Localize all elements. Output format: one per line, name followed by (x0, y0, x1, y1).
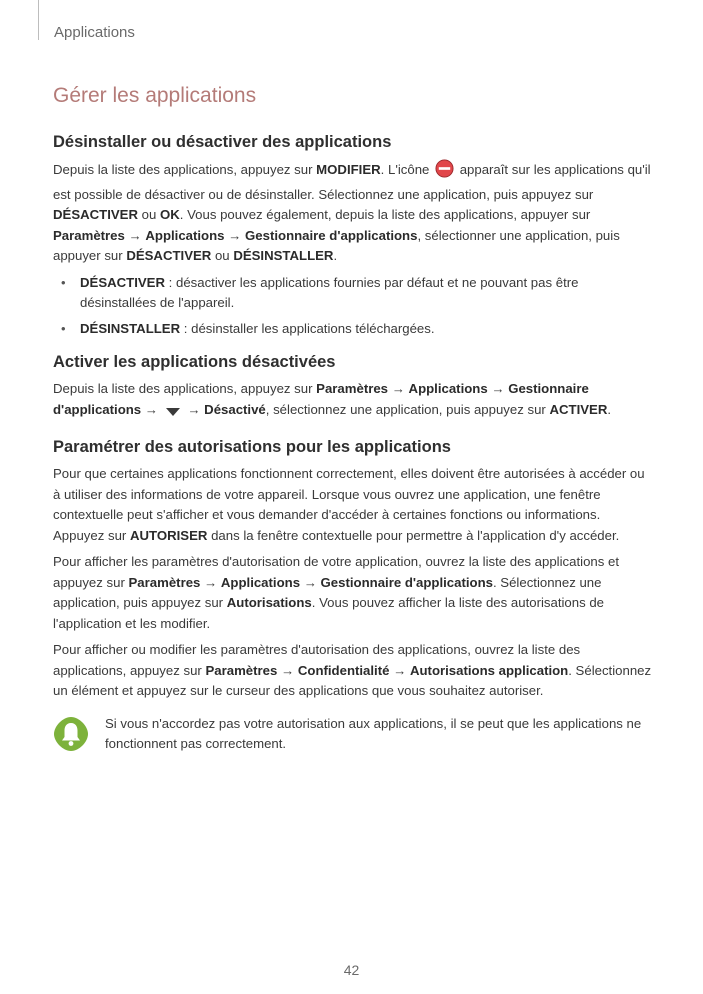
section-paragraph: Depuis la liste des applications, appuyez sur MODIFIER. L'icône apparaît sur les applications qu'il est possible de désactiver ou de désinstaller. Sélectionnez une application, puis appuyez sur DÉSACTIVER ou OK. Vous pouvez également, depuis la liste des applications, appuyer sur Paramètres → Applications → Gestionnaire d'applications, sélectionner une application, puis appuyer sur DÉSACTIVER ou DÉSINSTALLER. (53, 159, 653, 267)
section-paragraph: Depuis la liste des applications, appuyez sur Paramètres → Applications → Gestionnaire d'applications → → Désactivé, sélectionnez une application, puis appuyez sur ACTIVER. (53, 379, 653, 424)
dropdown-triangle-icon (164, 404, 182, 425)
notice-bell-icon (53, 716, 89, 752)
bullet-item: • DÉSACTIVER : désactiver les applications fournies par défaut et ne pouvant pas être désinstallées de l'appareil. (61, 274, 579, 310)
notice-box (53, 714, 653, 755)
section-app-permissions (53, 436, 653, 755)
notice-text: Si vous n'accordez pas votre autorisation aux applications, il se peut que les applications ne fonctionnent pas correctement. (105, 715, 642, 751)
section-heading: Activer les applications désactivées (53, 353, 336, 371)
section-paragraph: Pour que certaines applications fonctionnent correctement, elles doivent être autorisées à accéder ou à utiliser des informations de votre appareil. Lorsque vous ouvrez une application, une fenêtre contextuelle peut s'afficher et vous demander d'accéder à certaines fonctions ou informations. Appuyez sur AUTORISER dans la fenêtre contextuelle pour permettre à l'application d'y accéder. (53, 466, 645, 543)
section-paragraph: Pour afficher les paramètres d'autorisation de votre application, ouvrez la liste des applications et appuyez sur Paramètres → Applications → Gestionnaire d'applications. Sélectionnez une application, puis appuyez sur Autorisations. Vous pouvez afficher la liste des autorisations de l'application et les modifier. (53, 554, 619, 631)
section-enable-disabled (53, 351, 653, 424)
bullet-list (53, 273, 653, 340)
section-heading: Paramétrer des autorisations pour les applications (53, 438, 451, 456)
header-section-label: Applications (54, 24, 135, 41)
page-number: 42 (343, 962, 360, 978)
page-title: Gérer les applications (53, 84, 257, 107)
section-heading: Désinstaller ou désactiver des applications (53, 133, 392, 151)
page-content (53, 82, 653, 767)
section-uninstall-disable (53, 131, 653, 339)
remove-circle-icon (435, 159, 454, 185)
bullet-item: • DÉSINSTALLER : désinstaller les applications téléchargées. (61, 320, 435, 336)
section-paragraph: Pour afficher ou modifier les paramètres d'autorisation des applications, ouvrez la liste des applications, appuyez sur Paramètres → Confidentialité → Autorisations application. Sélectionnez un élément et appuyez sur le curseur des applications que vous souhaitez autoriser. (53, 642, 652, 698)
margin-rule (38, 0, 39, 40)
